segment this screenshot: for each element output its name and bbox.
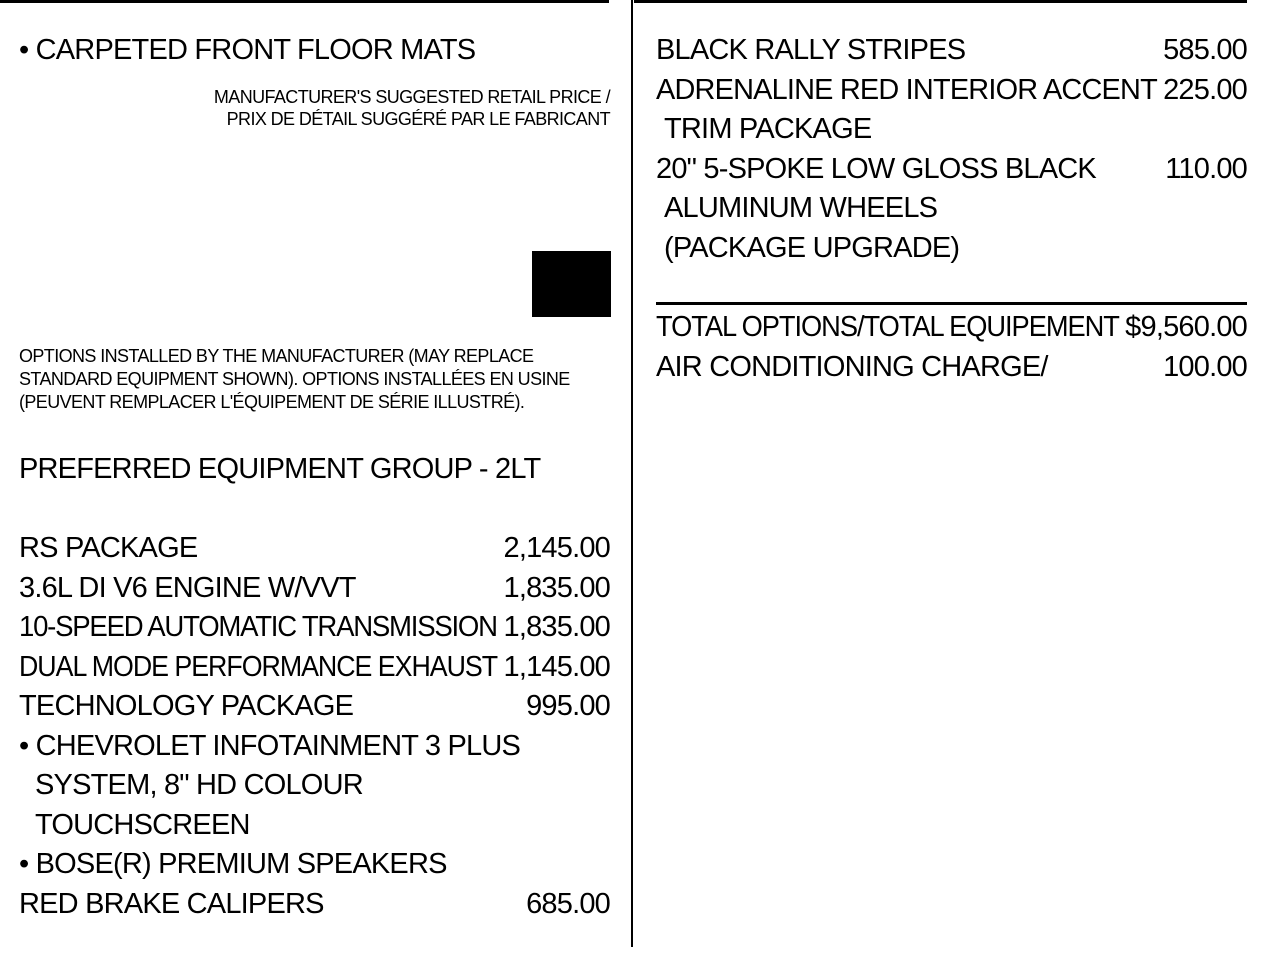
options-note-line-3: (PEUVENT REMPLACER L'ÉQUIPEMENT DE SÉRIE ILLUSTRÉ).	[19, 392, 525, 412]
option-label: • CHEVROLET INFOTAINMENT 3 PLUS	[19, 730, 521, 762]
option-row	[656, 188, 1247, 228]
option-row	[19, 844, 610, 884]
options-note-line-2: STANDARD EQUIPMENT SHOWN). OPTIONS INSTALLÉES EN USINE	[19, 369, 570, 389]
option-label: SYSTEM, 8" HD COLOUR	[35, 769, 363, 801]
option-label: 10-SPEED AUTOMATIC TRANSMISSION	[19, 611, 497, 643]
price-box	[532, 251, 611, 317]
option-label: RS PACKAGE	[19, 532, 198, 564]
option-row	[19, 726, 610, 766]
group-title: PREFERRED EQUIPMENT GROUP - 2LT	[19, 453, 541, 485]
option-amount: 2,145.00	[503, 532, 610, 564]
option-row	[19, 607, 610, 647]
total-amount: $9,560.00	[1125, 311, 1247, 343]
right-column	[656, 0, 1247, 960]
option-label: 20" 5-SPOKE LOW GLOSS BLACK	[656, 153, 1096, 185]
option-label: TECHNOLOGY PACKAGE	[19, 690, 354, 722]
option-amount: 1,835.00	[503, 572, 610, 604]
option-amount: 685.00	[526, 888, 610, 920]
option-row	[19, 884, 610, 924]
option-row	[19, 805, 610, 845]
msrp-note	[214, 86, 610, 130]
option-label: 3.6L DI V6 ENGINE W/VVT	[19, 572, 356, 604]
option-amount: 1,835.00	[503, 611, 610, 643]
option-row	[656, 228, 1247, 268]
option-row	[19, 765, 610, 805]
option-amount: 995.00	[526, 690, 610, 722]
option-row	[656, 109, 1247, 149]
option-label: BLACK RALLY STRIPES	[656, 34, 966, 66]
option-row	[19, 686, 610, 726]
ac-charge-label: AIR CONDITIONING CHARGE/	[656, 351, 1048, 383]
option-label: (PACKAGE UPGRADE)	[664, 232, 960, 264]
option-label: ALUMINUM WHEELS	[664, 192, 938, 224]
option-row	[19, 568, 610, 608]
option-label: DUAL MODE PERFORMANCE EXHAUST	[19, 651, 498, 683]
msrp-line-1: MANUFACTURER'S SUGGESTED RETAIL PRICE /	[213, 87, 610, 107]
column-divider	[631, 0, 633, 947]
msrp-line-2: PRIX DE DÉTAIL SUGGÉRÉ PAR LE FABRICANT	[226, 109, 610, 129]
total-row	[656, 307, 1247, 347]
total-label: TOTAL OPTIONS/TOTAL EQUIPEMENT	[656, 311, 1119, 343]
option-label: ADRENALINE RED INTERIOR ACCENT	[656, 74, 1157, 106]
option-row	[656, 30, 1247, 70]
option-amount: 225.00	[1163, 74, 1247, 106]
options-note	[19, 345, 570, 414]
left-column	[19, 0, 610, 960]
ac-charge-amount: 100.00	[1163, 351, 1247, 383]
ac-charge-row	[656, 347, 1247, 387]
option-label: • BOSE(R) PREMIUM SPEAKERS	[19, 848, 447, 880]
option-row	[19, 528, 610, 568]
option-label: RED BRAKE CALIPERS	[19, 888, 324, 920]
option-label: TOUCHSCREEN	[35, 809, 250, 841]
option-amount: 585.00	[1163, 34, 1247, 66]
floor-mats-label: • CARPETED FRONT FLOOR MATS	[19, 34, 476, 66]
option-row	[19, 647, 610, 687]
options-note-line-1: OPTIONS INSTALLED BY THE MANUFACTURER (MAY REPLACE	[19, 346, 534, 366]
option-label: TRIM PACKAGE	[664, 113, 872, 145]
floor-mats-line	[19, 30, 610, 70]
option-amount: 110.00	[1165, 153, 1247, 185]
option-row	[656, 149, 1247, 189]
option-row	[656, 70, 1247, 110]
option-amount: 1,145.00	[503, 651, 610, 683]
group-title-line	[19, 449, 610, 489]
total-rule	[656, 302, 1247, 305]
